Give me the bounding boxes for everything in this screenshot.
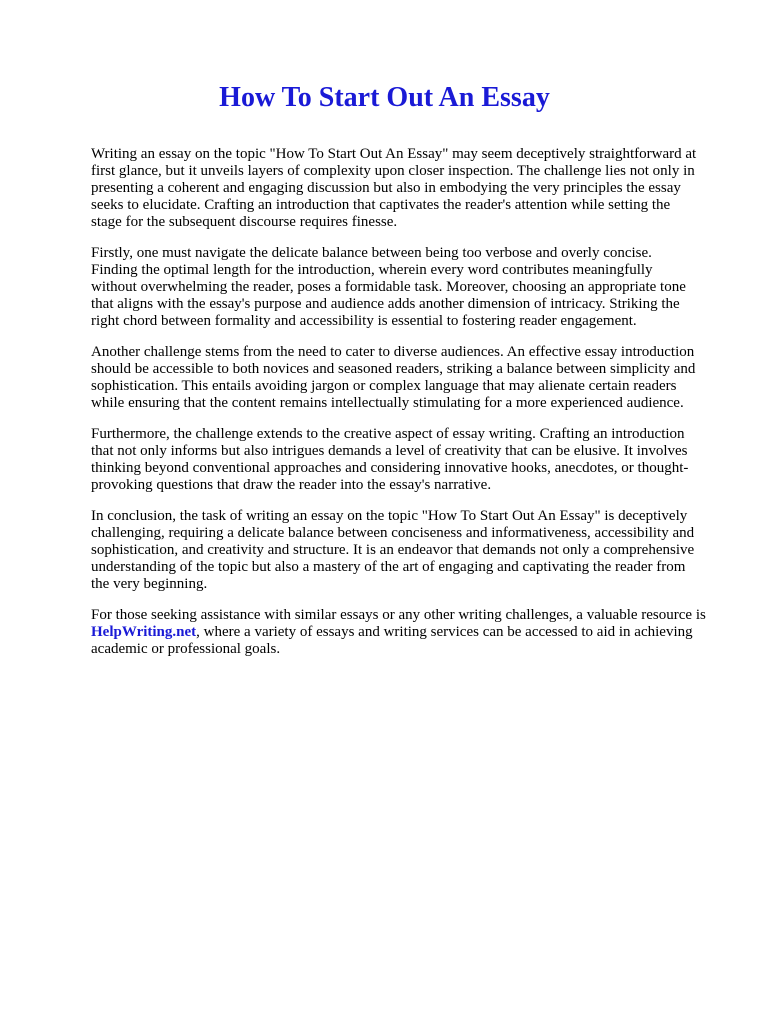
paragraph-6-outro: , where a variety of essays and writing services can be accessed to aid in achieving academic or professional goals. bbox=[91, 624, 693, 657]
essay-body bbox=[91, 146, 728, 658]
helpwriting-link[interactable]: HelpWriting.net bbox=[91, 624, 197, 640]
paragraph-1: Writing an essay on the topic "How To Start Out An Essay" may seem deceptively straightforward at first glance, but it unveils layers of complexity upon closer inspection. The challenge lies not only in presenting a coherent and engaging discussion but also in embodying the very principles the essay seeks to elucidate. Crafting an introduction that captivates the reader's attention while setting the stage for the subsequent discourse requires finesse. bbox=[91, 146, 697, 230]
paragraph-4: Furthermore, the challenge extends to the creative aspect of essay writing. Crafting an introduction that not only informs but also intrigues demands a level of creativity that can be elusive. It involves thinking beyond conventional approaches and considering innovative hooks, anecdotes, or thought- provoking questions that draw the reader into the essay's narrative. bbox=[91, 426, 689, 493]
page-title: How To Start Out An Essay bbox=[219, 82, 550, 113]
paragraph-6-intro: For those seeking assistance with similar essays or any other writing challenges, a valuable resource is bbox=[91, 607, 706, 623]
paragraph-6 bbox=[91, 607, 728, 658]
paragraph-3: Another challenge stems from the need to cater to diverse audiences. An effective essay introduction should be accessible to both novices and seasoned readers, striking a balance between simplicity and sophistication. This entails avoiding jargon or complex language that may alienate certain readers while ensuring that the content remains intellectually stimulating for a more experienced audience. bbox=[91, 344, 696, 411]
paragraph-5: In conclusion, the task of writing an essay on the topic "How To Start Out An Essay" is deceptively challenging, requiring a delicate balance between conciseness and informativeness, accessibility and sophistication, and creativity and structure. It is an endeavor that demands not only a comprehensive understanding of the topic but also a mastery of the art of engaging and captivating the reader from the very beginning. bbox=[91, 508, 695, 592]
paragraph-2: Firstly, one must navigate the delicate balance between being too verbose and overly concise. Finding the optimal length for the introduction, wherein every word contributes meaningfully without overwhelming the reader, poses a formidable task. Moreover, choosing an appropriate tone that aligns with the essay's purpose and audience adds another dimension of intricacy. Striking the right chord between formality and accessibility is essential to fostering reader engagement. bbox=[91, 245, 686, 329]
